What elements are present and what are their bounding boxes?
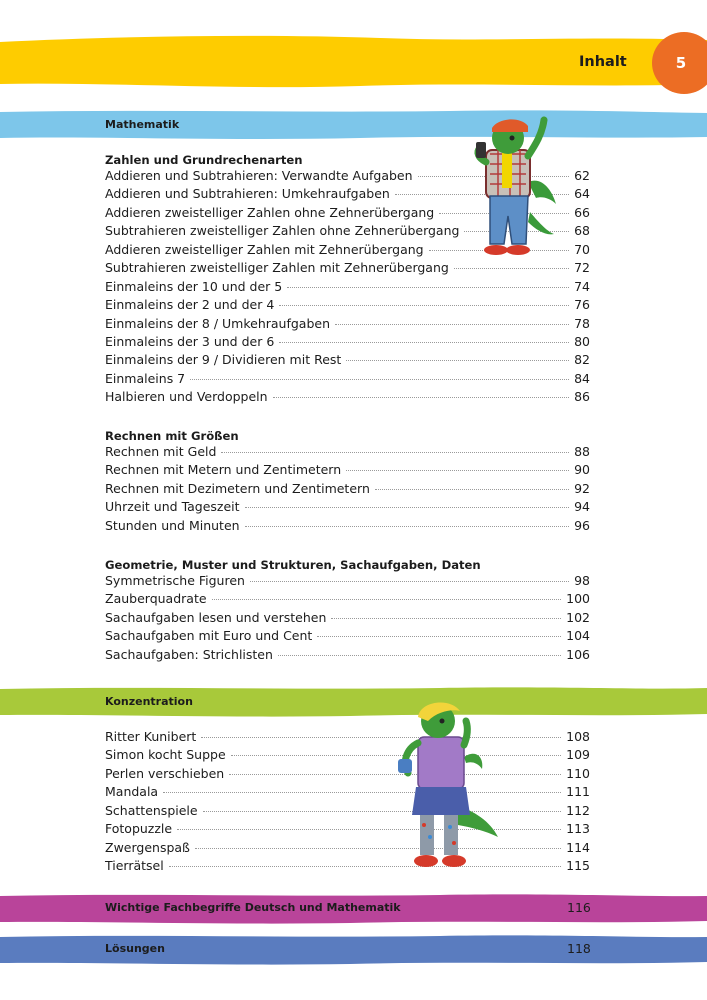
toc-entry[interactable] [105,803,590,821]
dot-leader [245,526,570,527]
toc-entry-page: 96 [574,517,590,533]
toc-entry-text: Einmaleins der 8 / Umkehraufgaben [105,315,331,331]
toc-entry-text: Symmetrische Figuren [105,573,245,588]
toc-entry-text: Addieren zweistelliger Zahlen mit Zehnerübergang [105,241,424,257]
toc-entry[interactable] [105,334,590,352]
toc-entry[interactable] [105,371,590,389]
toc-entry-text: Sachaufgaben mit Euro und Cent [105,628,313,644]
toc-entry-page: 115 [566,858,590,874]
toc-entry-page: 111 [566,784,590,800]
toc-entry-page: 112 [566,802,590,818]
dot-leader [278,655,561,656]
dot-leader [279,305,569,306]
toc-entry[interactable] [105,279,590,297]
toc-list-konzentration [105,729,590,877]
toc-entry-text: Einmaleins der 2 und der 4 [105,297,275,313]
group-heading-groessen: Rechnen mit Größen [105,429,239,443]
dot-leader [346,360,569,361]
toc-entry[interactable] [105,518,590,536]
toc-entry-text: Stunden und Minuten [105,517,240,533]
toc-entry[interactable] [105,628,590,646]
dot-leader [454,268,569,269]
toc-entry-text: Einmaleins der 3 und der 6 [105,333,275,349]
toc-entry-page: 90 [574,462,590,478]
page-number-badge [652,32,707,94]
toc-entry[interactable] [105,352,590,370]
toc-entry-text: Perlen verschieben [105,765,225,781]
dragon-boy-illustration [470,112,565,266]
dot-leader [231,755,561,756]
toc-entry-page: 62 [574,168,590,183]
dot-leader [250,581,569,582]
toc-entry[interactable] [105,729,590,747]
toc-entry-text: Addieren zweistelliger Zahlen ohne Zehnerübergang [105,204,435,220]
toc-entry-page: 94 [574,499,590,515]
toc-entry-text: Zwergenspaß [105,839,190,855]
toc-entry[interactable] [105,766,590,784]
toc-entry[interactable] [105,784,590,802]
toc-list-groessen [105,444,590,536]
dot-leader [201,737,561,738]
dot-leader [317,636,561,637]
toc-entry-page: 68 [574,223,590,239]
dot-leader [221,452,569,453]
toc-entry-text: Tierrätsel [105,858,164,874]
toc-entry-text: Einmaleins der 10 und der 5 [105,278,283,294]
toc-entry-text: Addieren und Subtrahieren: Umkehraufgaben [105,186,390,202]
toc-entry-page: 88 [574,444,590,459]
section-title-fachbegriffe: Wichtige Fachbegriffe Deutsch und Mathematik [105,901,401,914]
dragon-girl-illustration [398,697,503,879]
section-title-mathematik: Mathematik [105,118,180,131]
toc-entry[interactable] [105,821,590,839]
toc-entry-page: 106 [566,646,590,662]
dot-leader [212,599,562,600]
toc-entry-text: Schattenspiele [105,802,198,818]
dot-leader [177,829,561,830]
dot-leader [273,397,570,398]
toc-entry-text: Rechnen mit Geld [105,444,217,459]
toc-entry[interactable] [105,389,590,407]
dot-leader [287,287,569,288]
toc-entry-page: 70 [574,241,590,257]
toc-entry-text: Ritter Kunibert [105,729,197,744]
toc-entry-page: 104 [566,628,590,644]
toc-entry-page: 110 [566,765,590,781]
toc-entry-page: 113 [566,821,590,837]
toc-entry-text: Sachaufgaben lesen und verstehen [105,609,327,625]
toc-entry[interactable] [105,610,590,628]
toc-entry-page: 80 [574,333,590,349]
dot-leader [190,379,569,380]
toc-entry-page: 72 [574,260,590,276]
toc-entry-page: 100 [566,591,590,607]
toc-entry-page: 109 [566,747,590,763]
toc-entry-page: 114 [566,839,590,855]
toc-entry[interactable] [105,747,590,765]
toc-entry-text: Subtrahieren zweistelliger Zahlen ohne Zehnerübergang [105,223,460,239]
dot-leader [331,618,561,619]
toc-entry[interactable] [105,297,590,315]
toc-entry-page: 84 [574,370,590,386]
dot-leader [346,470,569,471]
toc-entry[interactable] [105,462,590,480]
loesungen-page: 118 [567,941,591,956]
toc-entry-page: 102 [566,609,590,625]
dot-leader [375,489,569,490]
dot-leader [245,507,570,508]
toc-entry-text: Zauberquadrate [105,591,207,607]
dot-leader [195,848,561,849]
toc-entry[interactable] [105,444,590,462]
fachbegriffe-page: 116 [567,900,591,915]
toc-entry-page: 64 [574,186,590,202]
dot-leader [335,324,569,325]
toc-entry-text: Addieren und Subtrahieren: Verwandte Aufgaben [105,168,413,183]
toc-entry-page: 108 [566,729,590,744]
toc-entry[interactable] [105,858,590,876]
page-number: 5 [675,54,687,72]
toc-entry-page: 76 [574,297,590,313]
group-heading-zahlen: Zahlen und Grundrechenarten [105,153,303,167]
toc-entry[interactable] [105,647,590,665]
toc-entry[interactable] [105,840,590,858]
toc-entry-page: 86 [574,389,590,405]
toc-list-geometrie [105,573,590,665]
toc-entry-text: Einmaleins 7 [105,370,186,386]
toc-entry-page: 74 [574,278,590,294]
group-heading-geometrie: Geometrie, Muster und Strukturen, Sachaufgaben, Daten [105,558,481,572]
dot-leader [229,774,561,775]
section-title-konzentration: Konzentration [105,695,193,708]
toc-entry-text: Einmaleins der 9 / Dividieren mit Rest [105,352,342,368]
toc-entry-text: Mandala [105,784,159,800]
toc-entry-text: Sachaufgaben: Strichlisten [105,646,273,662]
toc-entry-page: 66 [574,204,590,220]
toc-entry-text: Fotopuzzle [105,821,173,837]
page-title: Inhalt [579,54,627,70]
toc-entry-text: Subtrahieren zweistelliger Zahlen mit Zehnerübergang [105,260,449,276]
toc-entry[interactable] [105,591,590,609]
toc-entry-text: Rechnen mit Metern und Zentimetern [105,462,342,478]
toc-entry[interactable] [105,316,590,334]
toc-entry[interactable] [105,573,590,591]
dot-leader [279,342,569,343]
toc-entry[interactable] [105,499,590,517]
toc-entry-text: Simon kocht Suppe [105,747,226,763]
toc-entry-page: 82 [574,352,590,368]
toc-entry-text: Rechnen mit Dezimetern und Zentimetern [105,480,370,496]
toc-entry-text: Uhrzeit und Tageszeit [105,499,240,515]
toc-entry-page: 98 [574,573,590,588]
toc-entry-page: 92 [574,480,590,496]
toc-entry-text: Halbieren und Verdoppeln [105,389,268,405]
toc-entry-page: 78 [574,315,590,331]
section-title-loesungen: Lösungen [105,942,165,955]
toc-entry[interactable] [105,481,590,499]
dot-leader [203,811,562,812]
